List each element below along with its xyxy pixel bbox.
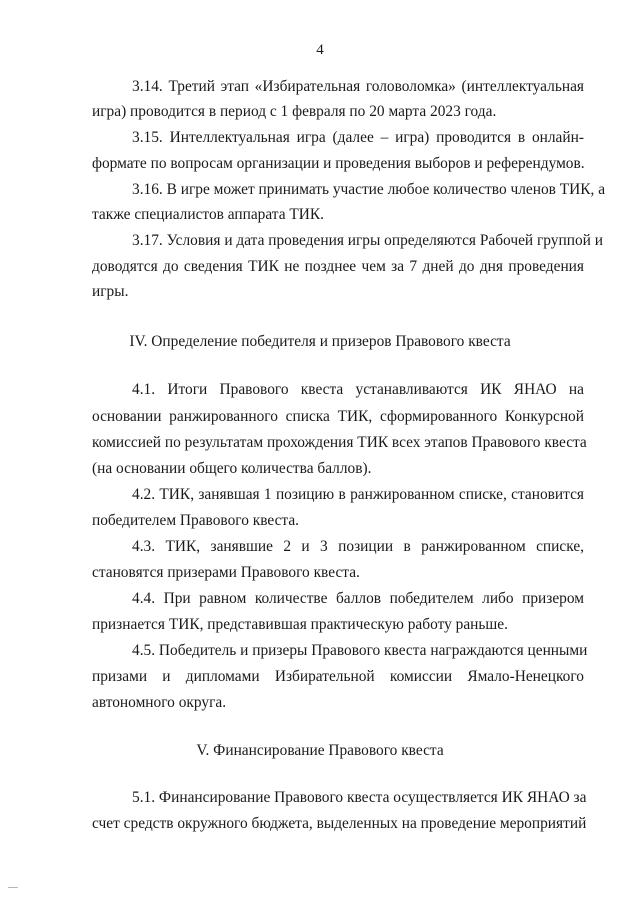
paragraph-line: 4.3. ТИК, занявшие 2 и 3 позиции в ранжированном списке,: [132, 538, 584, 555]
paragraph-line: 4.5. Победитель и призеры Правового квеста награждаются ценными: [132, 642, 588, 659]
paragraph-line: 4.1. Итоги Правового квеста устанавливаются ИК ЯНАО на: [132, 381, 584, 398]
section-heading: IV. Определение победителя и призеров Правового квеста: [129, 333, 511, 350]
page-number: 4: [316, 42, 324, 58]
section-heading: V. Финансирование Правового квеста: [196, 742, 444, 759]
paragraph-line: 4.4. При равном количестве баллов победителем либо призером: [132, 590, 584, 607]
paragraph-line: счет средств окружного бюджета, выделенных на проведение мероприятий: [92, 815, 587, 832]
paragraph-line: комиссией по результатам прохождения ТИК всех этапов Правового квеста: [92, 434, 587, 451]
paragraph-line: 3.14. Третий этап «Избирательная головоломка» (интеллектуальная: [132, 78, 584, 95]
paragraph-line: основании ранжированного списка ТИК, сформированного Конкурсной: [92, 408, 584, 425]
paragraph-line: игры.: [92, 283, 129, 300]
paragraph-line: также специалистов аппарата ТИК.: [92, 206, 325, 223]
paragraph-line: призами и дипломами Избирательной комиссии Ямало-Ненецкого: [92, 668, 584, 685]
paragraph-line: 3.16. В игре может принимать участие любое количество членов ТИК, а: [132, 181, 606, 198]
paragraph-line: игра) проводится в период с 1 февраля по 20 марта 2023 года.: [92, 103, 497, 120]
paragraph-line: доводятся до сведения ТИК не позднее чем за 7 дней до дня проведения: [92, 258, 584, 275]
paragraph-line: становятся призерами Правового квеста.: [92, 564, 360, 581]
paragraph-line: 4.2. ТИК, занявшая 1 позицию в ранжированном списке, становится: [132, 486, 584, 503]
paragraph-line: (на основании общего количества баллов).: [92, 460, 372, 477]
paragraph-line: 5.1. Финансирование Правового квеста осуществляется ИК ЯНАО за: [132, 789, 587, 806]
scan-margin-mark: [8, 887, 18, 888]
paragraph-line: 3.17. Условия и дата проведения игры определяются Рабочей группой и: [132, 232, 603, 249]
paragraph-line: 3.15. Интеллектуальная игра (далее – игра) проводится в онлайн-: [132, 129, 584, 146]
paragraph-line: победителем Правового квеста.: [92, 512, 300, 529]
paragraph-line: формате по вопросам организации и проведения выборов и референдумов.: [92, 155, 585, 172]
paragraph-line: автономного округа.: [92, 694, 227, 711]
paragraph-line: признается ТИК, представившая практическую работу раньше.: [92, 616, 508, 633]
